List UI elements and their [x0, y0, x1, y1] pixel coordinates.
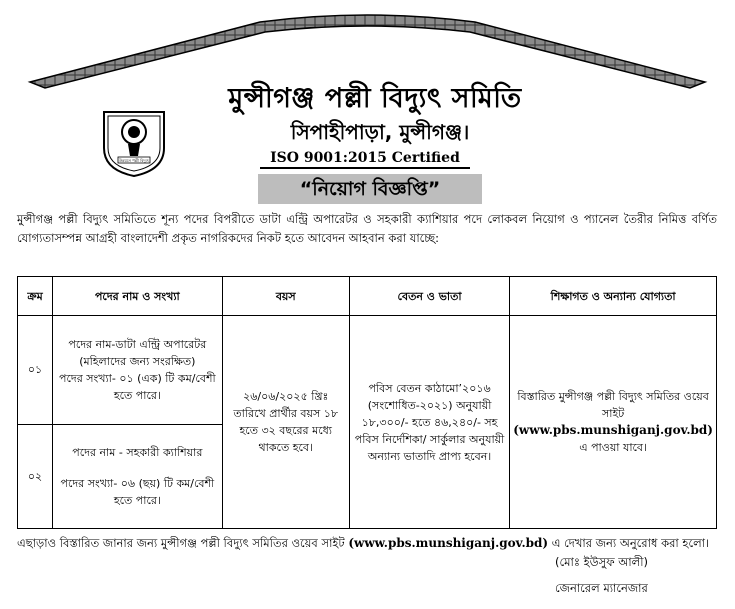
footer-text-suffix: এ দেখার জন্য অনুরোধ করা হলো। — [551, 536, 710, 550]
qualification-text: বিস্তারিত মুন্সীগঞ্জ পল্লী বিদ্যুৎ সমিতির ওয়েব সাইট — [517, 390, 709, 420]
post-count: পদের সংখ্যা- ০৬ (ছয়) টি কম/বেশী হতে পারে। — [60, 476, 215, 507]
pbs-emblem-icon — [98, 108, 170, 178]
table-row — [18, 316, 717, 425]
signatory-name: (মোঃ ইউসুফ আলী) — [555, 555, 649, 569]
row-post — [53, 424, 223, 528]
row-post — [53, 316, 223, 425]
salary-cell: পবিস বেতন কাঠামো’২০১৬ (সংশোধিত-২০২১) অনুযায়ী ১৮,৩০০/- হতে ৪৬,২৪০/- সহ পবিস নির্দেশিকা/ সার্কুলার অনুযায়ী অন্যান্য ভাতাদি প্রাপ্য হবেন। — [349, 316, 509, 529]
qualification-suffix: এ পাওয়া যাবে। — [579, 441, 647, 454]
row-serial: ০১ — [18, 316, 53, 425]
org-address: সিপাহীপাড়া, মুন্সীগঞ্জ। — [290, 120, 470, 144]
notice-title: “নিয়োগ বিজ্ঞপ্তি” — [258, 174, 482, 204]
post-count: পদের সংখ্যা- ০১ (এক) টি কম/বেশী হতে পারে। — [59, 371, 216, 402]
header-age: বয়স — [222, 277, 349, 316]
logo-caption: উন্নয়নে পল্লী বিদ্যুৎ — [119, 158, 149, 163]
header-serial: ক্রম — [18, 277, 53, 316]
org-name: মুন্সীগঞ্জ পল্লী বিদ্যুৎ সমিতি — [228, 83, 522, 114]
post-name: পদের নাম - সহকারী ক্যাশিয়ার — [72, 445, 203, 459]
table-header-row — [18, 277, 717, 316]
iso-certification: ISO 9001:2015 Certified — [260, 150, 470, 169]
footer-text: এছাড়াও বিস্তারিত জানার জন্য মুন্সীগঞ্জ পল্লী বিদ্যুৎ সমিতির ওয়েব সাইট — [17, 536, 345, 550]
intro-paragraph: মুন্সীগঞ্জ পল্লী বিদ্যুৎ সমিতিতে শূন্য পদের বিপরীতে ডাটা এন্ট্রি অপারেটর ও সহকারী ক্যাশিয়ার পদে লোকবল নিয়োগ ও প্যানেল তৈরীর নিমিত্ত বর্ণিত যোগ্যতাসম্পন্ন আগ্রহী বাংলাদেশী প্রকৃত নাগরিকদের নিকট হতে আবেদন আহবান করা যাচ্ছে: — [17, 212, 717, 245]
row-serial: ০২ — [18, 424, 53, 528]
header-post: পদের নাম ও সংখ্যা — [53, 277, 223, 316]
header-qualification: শিক্ষাগত ও অন্যান্য যোগ্যতা — [510, 277, 717, 316]
jobs-table — [17, 276, 717, 529]
footer-website-link[interactable]: (www.pbs.munshiganj.gov.bd) — [348, 536, 549, 550]
footer-note — [17, 534, 722, 552]
qualification-website-link[interactable]: (www.pbs.munshiganj.gov.bd) — [513, 423, 713, 437]
qualification-cell — [510, 316, 717, 529]
header-salary: বেতন ও ভাতা — [349, 277, 509, 316]
signatory-title: জেনারেল ম্যানেজার — [555, 581, 648, 595]
age-cell: ২৬/০৬/২০২৫ খ্রিঃ তারিখে প্রার্থীর বয়স ১৮ হতে ৩২ বছরের মধ্যে থাকতে হবে। — [222, 316, 349, 529]
post-name: পদের নাম-ডাটা এন্ট্রি অপারেটর (মহিলাদের জন্য সংরক্ষিত) — [68, 337, 207, 368]
